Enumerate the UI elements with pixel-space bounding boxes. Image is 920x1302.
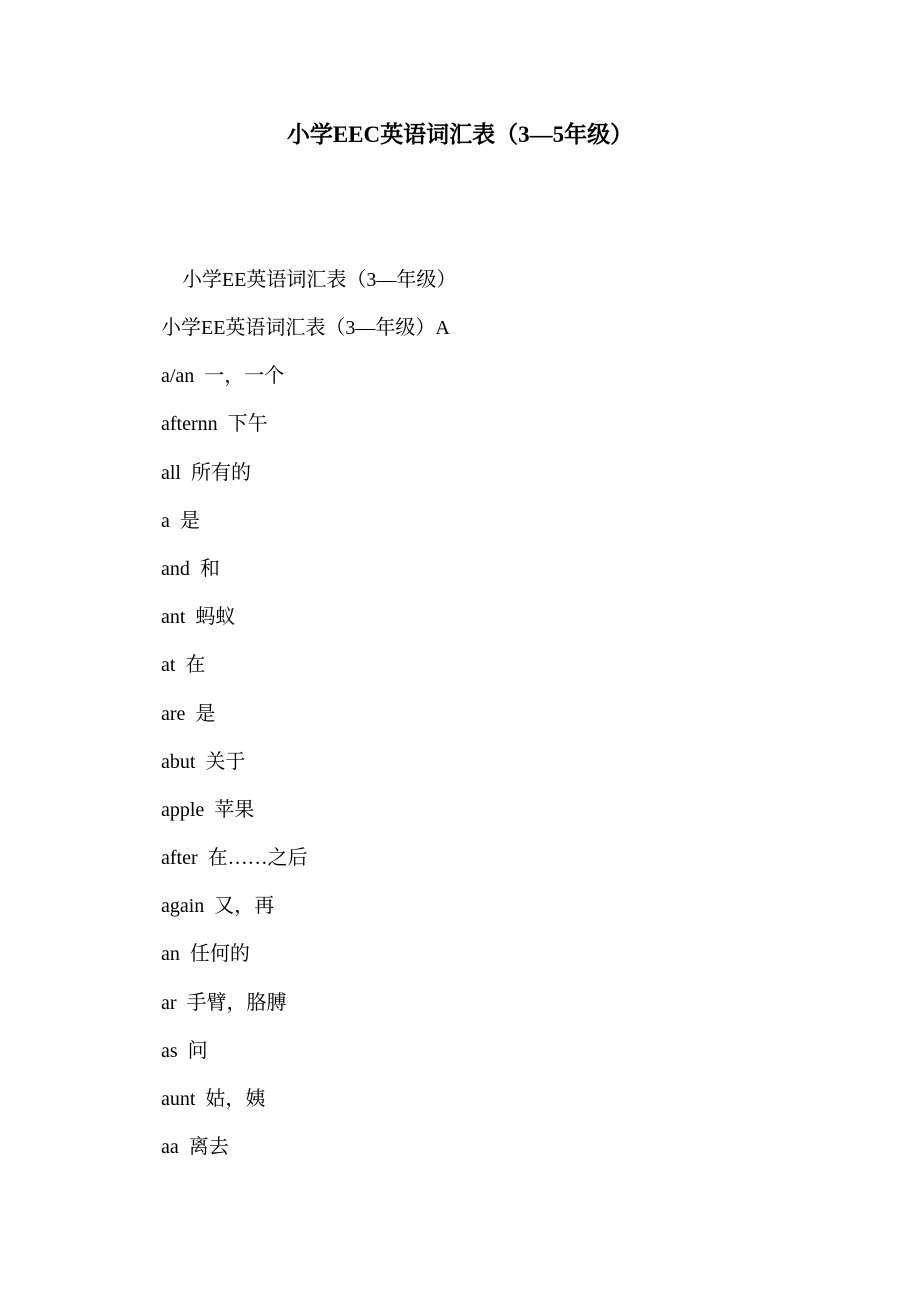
vocab-entry: all 所有的 [161,461,251,484]
vocab-entry: and 和 [161,557,220,580]
vocab-entry: an 任何的 [161,943,250,966]
vocab-entry: at 在 [161,654,206,677]
vocabulary-list [161,313,450,1180]
vocab-entry: abut 关于 [161,750,246,773]
vocab-entry: a 是 [161,509,200,532]
vocab-entry: a/an 一，一个 [161,365,285,388]
vocab-entry: afternn 下午 [161,413,268,436]
document-subtitle: 小学EE英语词汇表（3—年级） [182,269,457,291]
vocab-entry: as 问 [161,1039,208,1062]
document-title: 小学EEC英语词汇表（3—5年级） [286,122,634,147]
vocab-entry: aa 离去 [161,1136,229,1159]
vocab-entry: apple 苹果 [161,798,255,821]
vocab-entry: again 又，再 [161,895,275,918]
list-heading: 小学EE英语词汇表（3—年级）A [161,317,450,339]
vocab-entry: are 是 [161,702,216,725]
vocab-entry: ant 蚂蚁 [161,606,236,629]
vocab-entry: after 在……之后 [161,847,308,870]
vocab-entry: ar 手臂，胳膊 [161,991,287,1014]
vocab-entry: aunt 姑，姨 [161,1088,266,1110]
